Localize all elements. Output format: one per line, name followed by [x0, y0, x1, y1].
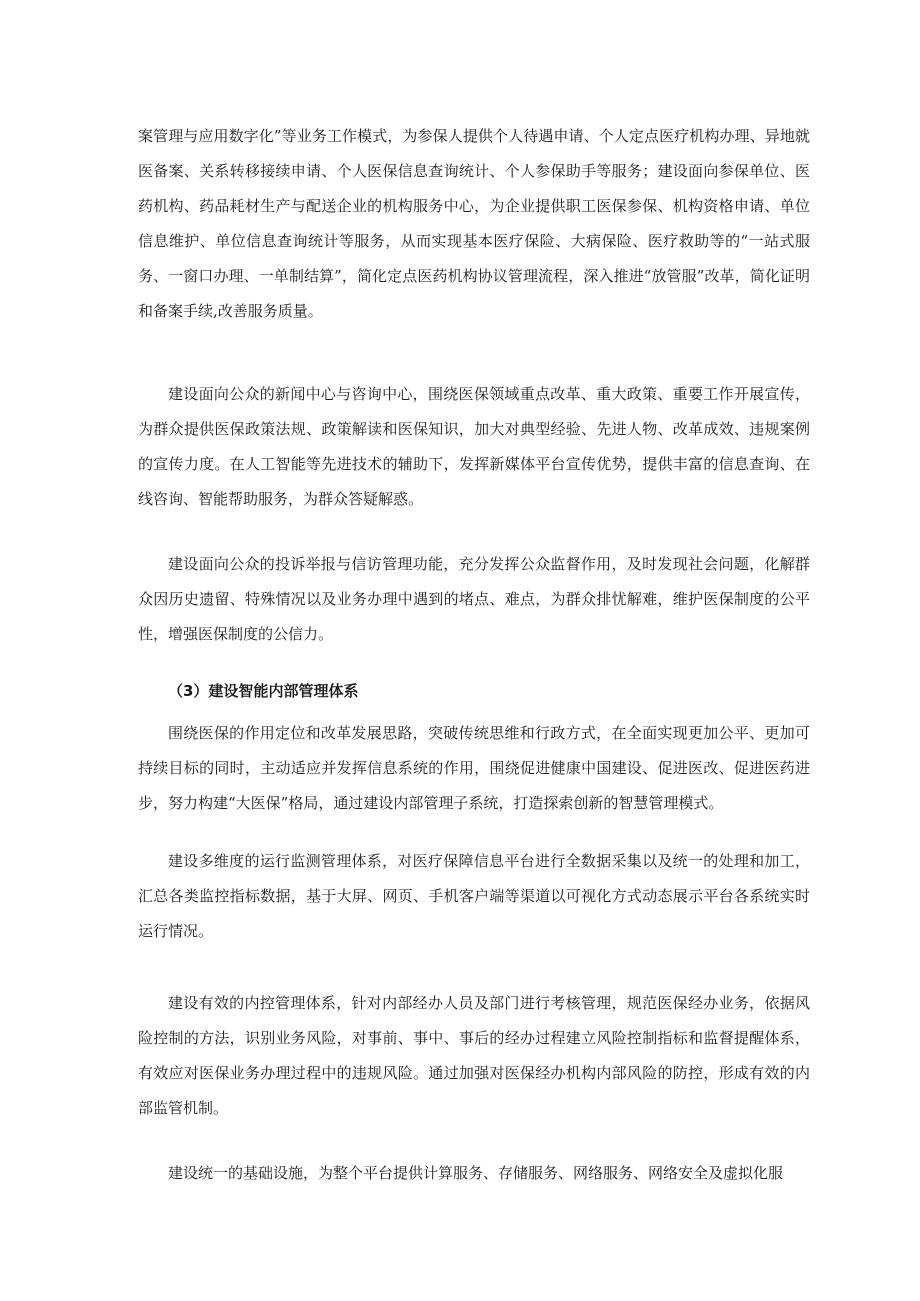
paragraph-internal-management: 围绕医保的作用定位和改革发展思路，突破传统思维和行政方式，在全面实现更加公平、更加可持续目标的同时，主动适应并发挥信息系统的作用，围绕促进健康中国建设、促进医改、促进医药进步，努力构建“大医保”格局，通过建设内部管理子系统，打造探索创新的智慧管理模式。: [138, 724, 810, 812]
paragraph-infrastructure: 建设统一的基础设施，为整个平台提供计算服务、存储服务、网络服务、网络安全及虚拟化服: [168, 1164, 784, 1182]
paragraph-service-modes: 案管理与应用数字化”等业务工作模式，为参保人提供个人待遇申请、个人定点医疗机构办理、异地就医备案、关系转移接续申请、个人医保信息查询统计、个人参保助手等服务；建设面向参保单位、医药机构、药品耗材生产与配送企业的机构服务中心，为企业提供职工医保参保、机构资格申请、单位信息维护、单位信息查询统计等服务，从而实现基本医疗保险、大病保险、医疗救助等的“一站式服务、一窗口办理、一单制结算”，简化定点医药机构协议管理流程，深入推进“放管服”改革，简化证明和备案手续,改善服务质量。: [138, 127, 810, 320]
paragraph-news-center: 建设面向公众的新闻中心与咨询中心，围绕医保领域重点改革、重大政策、重要工作开展宣传，为群众提供医保政策法规、政策解读和医保知识，加大对典型经验、先进人物、改革成效、违规案例的宣传力度。在人工智能等先进技术的辅助下，发挥新媒体平台宣传优势，提供丰富的信息查询、在线咨询、智能帮助服务，为群众答疑解惑。: [138, 385, 810, 508]
section-heading: （3）建设智能内部管理体系: [168, 682, 359, 700]
paragraph-complaints: 建设面向公众的投诉举报与信访管理功能，充分发挥公众监督作用，及时发现社会问题，化解群众因历史遗留、特殊情况以及业务办理中遇到的堵点、难点，为群众排忧解难，维护医保制度的公平性，增强医保制度的公信力。: [138, 555, 810, 643]
paragraph-monitoring: 建设多维度的运行监测管理体系，对医疗保障信息平台进行全数据采集以及统一的处理和加工，汇总各类监控指标数据，基于大屏、网页、手机客户端等渠道以可视化方式动态展示平台各系统实时运行情况。: [138, 852, 810, 940]
paragraph-internal-control: 建设有效的内控管理体系，针对内部经办人员及部门进行考核管理，规范医保经办业务，依据风险控制的方法，识别业务风险，对事前、事中、事后的经办过程建立风险控制指标和监督提醒体系，有效应对医保业务办理过程中的违规风险。通过加强对医保经办机构内部风险的防控，形成有效的内部监管机制。: [138, 994, 810, 1117]
